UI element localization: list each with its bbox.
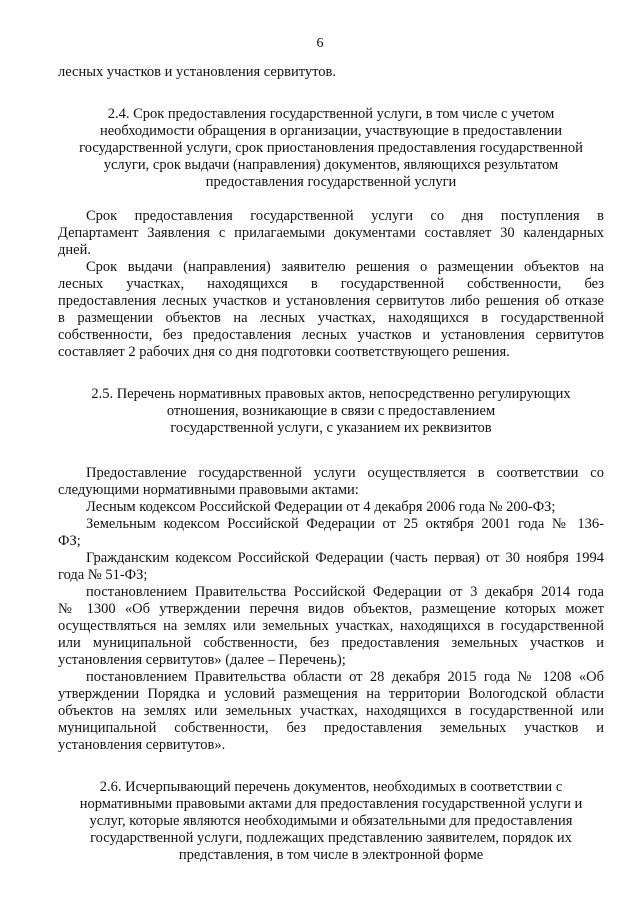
heading-line: 2.4. Срок предоставления государственной услуги, в том числе с учетом	[107, 106, 555, 122]
text-line: Срок выдачи (направления) заявителю решения о размещении объектов на	[86, 259, 604, 275]
heading-line: услуг, которые являются необходимыми и обязательными для предоставления	[89, 813, 573, 829]
text-line: следующими нормативными правовыми актами:	[58, 482, 359, 498]
text-line: ФЗ;	[58, 533, 81, 549]
heading-line: необходимости обращения в организации, участвующие в предоставлении	[99, 123, 563, 139]
text-line: составляет 2 рабочих дня со дня подготовки соответствующего решения.	[58, 344, 510, 360]
text-line: постановлением Правительства Российской Федерации от 3 декабря 2014 года	[86, 584, 604, 600]
text-line: лесных участках, находящихся в государственной собственности, без	[58, 276, 604, 292]
section-2-4-heading	[58, 106, 604, 191]
text-line: установления сервитутов».	[58, 737, 226, 753]
paragraph	[58, 208, 604, 259]
document-body	[58, 64, 604, 864]
heading-line: государственной услуги, срок приостановления предоставления государственной	[79, 140, 583, 156]
section-2-6-heading	[58, 779, 604, 864]
page-number: 6	[316, 36, 324, 51]
text-line: дней.	[58, 242, 91, 258]
paragraph	[58, 259, 604, 361]
text-line: осуществляться на землях или земельных участках, находящихся в государственной	[58, 618, 604, 634]
intro-line: лесных участков и установления сервитутов.	[58, 64, 336, 80]
text-line: в размещении объектов на лесных участках, находящихся в государственной	[58, 310, 604, 326]
heading-line: отношения, возникающие в связи с предоставлением	[166, 403, 496, 419]
heading-line: государственной услуги, подлежащих представлению заявителем, порядок их	[90, 830, 572, 846]
text-line: года № 51-ФЗ;	[58, 567, 148, 583]
text-line: Предоставление государственной услуги осуществляется в соответствии со	[86, 465, 604, 481]
paragraph	[58, 584, 604, 669]
heading-line: представления, в том числе в электронной форме	[178, 847, 484, 863]
paragraph	[58, 516, 604, 550]
paragraph	[58, 669, 604, 754]
heading-line: предоставления государственной услуги	[205, 174, 457, 190]
text-line: муниципальной собственности, без предоставления земельных участков и	[58, 720, 604, 736]
text-line: утверждении Порядка и условий размещения на территории Вологодской области	[58, 686, 604, 702]
text-line: Срок предоставления государственной услуги со дня поступления в	[86, 208, 604, 224]
heading-line: 2.5. Перечень нормативных правовых актов, непосредственно регулирующих	[91, 386, 571, 402]
section-2-5-heading	[58, 386, 604, 437]
text-line: постановлением Правительства области от 28 декабря 2015 года № 1208 «Об	[86, 669, 604, 685]
paragraph	[58, 550, 604, 584]
text-line: собственности, без предоставления лесных участков и установления сервитутов	[58, 327, 604, 343]
text-line: предоставления лесных участков и установления сервитутов либо решения об отказе	[58, 293, 604, 309]
heading-line: услуги, срок выдачи (направления) документов, являющихся результатом	[103, 157, 559, 173]
text-line: Гражданским кодексом Российской Федерации (часть первая) от 30 ноября 1994	[86, 550, 604, 566]
paragraph	[58, 499, 604, 516]
heading-line: нормативными правовыми актами для предоставления государственной услуги и	[79, 796, 583, 812]
text-line: объектов на землях или земельных участках, находящихся в государственной или	[58, 703, 604, 719]
heading-line: государственной услуги, с указанием их реквизитов	[170, 420, 492, 436]
text-line: Земельным кодексом Российской Федерации от 25 октября 2001 года № 136-	[86, 516, 604, 532]
text-line: или муниципальной собственности, без предоставления земельных участков и	[58, 635, 604, 651]
text-line: № 1300 «Об утверждении перечня видов объектов, размещение которых может	[58, 601, 604, 617]
text-line: установления сервитутов» (далее – Перечень);	[58, 652, 346, 668]
heading-line: 2.6. Исчерпывающий перечень документов, необходимых в соответствии с	[99, 779, 563, 795]
text-line: Департамент Заявления с прилагаемыми документами составляет 30 календарных	[58, 225, 604, 241]
text-line: Лесным кодексом Российской Федерации от 4 декабря 2006 года № 200-ФЗ;	[86, 499, 556, 515]
paragraph	[58, 465, 604, 499]
